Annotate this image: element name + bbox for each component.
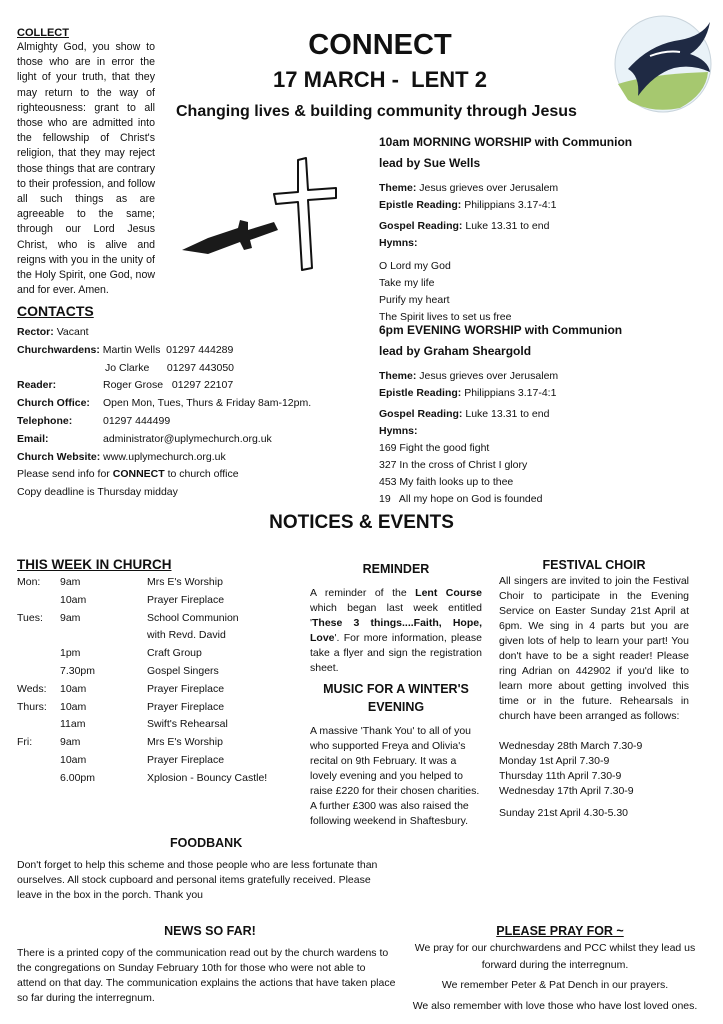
website-label: Church Website: — [17, 450, 101, 463]
email-label: Email: — [17, 432, 49, 445]
notices-heading: NOTICES & EVENTS — [269, 512, 454, 533]
reminder-lent-course: Lent Course — [415, 587, 482, 599]
schedule-row — [17, 681, 297, 699]
schedule-time: 11am — [60, 718, 86, 731]
schedule-row — [17, 645, 297, 663]
schedule-event: Prayer Fireplace — [147, 593, 225, 606]
schedule-event: Gospel Singers — [147, 664, 219, 677]
website-link[interactable]: www.uplymechurch.org.uk — [103, 450, 226, 463]
schedule-day: Tues: — [17, 611, 43, 624]
churchwardens-label: Churchwardens: — [17, 343, 100, 356]
choir-heading: FESTIVAL CHOIR — [542, 558, 646, 572]
rector-value: Vacant — [56, 326, 89, 338]
reminder-heading: REMINDER — [362, 562, 430, 576]
hymn-item: 453 My faith looks up to thee — [379, 476, 514, 488]
schedule-event: Prayer Fireplace — [147, 700, 225, 713]
choir-section — [499, 556, 689, 821]
morning-theme-label: Theme: — [379, 182, 417, 194]
schedule-event: Craft Group — [147, 647, 202, 660]
morning-epistle: Philippians 3.17-4:1 — [464, 199, 557, 211]
news-heading: NEWS SO FAR! — [164, 924, 256, 938]
schedule-row — [17, 716, 297, 734]
schedule-day — [17, 663, 60, 681]
this-week-heading: THIS WEEK IN CHURCH — [17, 557, 172, 572]
telephone-label: Telephone: — [17, 414, 73, 427]
reader-label: Reader: — [17, 379, 57, 392]
schedule-time: 6.00pm — [60, 771, 96, 784]
hymn-item: The Spirit lives to set us free — [379, 311, 512, 323]
reminder-text-1: A reminder of the — [310, 587, 416, 599]
schedule-day: Weds: — [17, 682, 47, 695]
schedule-day — [17, 645, 60, 663]
morning-worship — [379, 132, 709, 326]
cross-illustration — [178, 150, 374, 280]
pray-section — [400, 940, 710, 1014]
schedule-event: School Communion — [147, 611, 239, 624]
schedule-event: Mrs E's Worship — [147, 736, 223, 749]
schedule-event: Prayer Fireplace — [147, 682, 225, 695]
evening-worship — [379, 320, 709, 508]
hymn-item: 327 In the cross of Christ I glory — [379, 459, 528, 471]
hymn-item: O Lord my God — [379, 260, 451, 272]
hymn-item: Purify my heart — [379, 294, 450, 306]
email-link[interactable]: administrator@uplymechurch.org.uk — [103, 432, 272, 445]
churchwarden-1: Martin Wells 01297 444289 — [102, 343, 234, 356]
music-section — [310, 680, 482, 829]
evening-theme: Jesus grieves over Jerusalem — [419, 370, 559, 382]
send-info-post: to church office — [164, 468, 239, 481]
schedule-day — [17, 752, 60, 770]
deadline: Copy deadline is Thursday midday — [17, 486, 178, 499]
schedule-time — [60, 627, 147, 645]
morning-epistle-label: Epistle Reading: — [379, 199, 462, 211]
schedule-day — [17, 716, 60, 734]
evening-heading-2: lead by Graham Sheargold — [379, 344, 532, 358]
hymn-item: 19 All my hope on God is founded — [379, 493, 543, 505]
morning-heading-2: lead by Sue Wells — [379, 156, 481, 170]
music-text: A massive 'Thank You' to all of you who supported Freya and Olivia's recital on 9th February. It was a lovely evening and you helped to raise £220 for their chosen charities. A further £300 was also raised the following weekend in Shaftesbury. — [310, 725, 480, 827]
contacts-heading: CONTACTS — [17, 303, 94, 319]
tagline: Changing lives & building community through Jesus — [176, 103, 577, 120]
choir-text: All singers are invited to join the Festival Choir to participate in the Evening Service on Easter Sunday 21st April at 6pm. We sing in 4 parts but you are given lots of help to learn your part! You don't have to be a sight reader! Please ring Adrian on 442902 if you'd like to learn more about getting involved this time or in the future. Rehearsals in church have been arranged as follows: — [499, 575, 689, 722]
office-value: Open Mon, Tues, Thurs & Friday 8am-12pm. — [103, 397, 312, 410]
collect-section — [17, 26, 155, 298]
schedule-day — [17, 592, 60, 610]
schedule-event: with Revd. David — [147, 629, 226, 642]
schedule-time: 1pm — [60, 647, 81, 660]
morning-heading-1: 10am MORNING WORSHIP with Communion — [379, 135, 633, 149]
evening-theme-label: Theme: — [379, 370, 417, 382]
schedule-time: 9am — [60, 576, 81, 588]
morning-hymns-label: Hymns: — [379, 237, 418, 249]
schedule-row — [17, 699, 297, 717]
foodbank-heading: FOODBANK — [170, 836, 243, 850]
schedule-day — [17, 627, 60, 645]
schedule-event: Prayer Fireplace — [147, 753, 225, 766]
rehearsal-date: Monday 1st April 7.30-9 — [499, 755, 610, 767]
schedule-event: Mrs E's Worship — [147, 576, 223, 588]
contacts-section — [17, 302, 362, 502]
rector-label: Rector: — [17, 326, 54, 338]
schedule-time: 10am — [60, 753, 87, 766]
schedule-row — [17, 574, 297, 592]
schedule-time: 7.30pm — [60, 664, 96, 677]
reminder-text-3: '. For more information, please take a flyer and sign the registration sheet. — [310, 632, 482, 674]
reminder-text-2: which began last week entitled ' — [310, 602, 482, 629]
swallow-logo — [610, 14, 716, 114]
churchwarden-2: Jo Clarke 01297 443050 — [105, 361, 235, 374]
reminder-course-title: These 3 things....Faith, Hope, Love — [310, 617, 482, 644]
morning-gospel: Luke 13.31 to end — [465, 220, 550, 232]
this-week-section — [17, 556, 297, 788]
reminder-section — [310, 560, 482, 676]
schedule-day: Fri: — [17, 736, 33, 749]
evening-gospel-label: Gospel Reading: — [379, 408, 463, 420]
rehearsal-date: Sunday 21st April 4.30-5.30 — [499, 807, 629, 819]
schedule-day: Thurs: — [17, 700, 47, 713]
reader-value: Roger Grose 01297 22107 — [103, 379, 234, 392]
schedule-event: Swift's Rehearsal — [147, 718, 228, 731]
schedule-time: 9am — [60, 736, 81, 749]
rehearsal-date: Thursday 11th April 7.30-9 — [499, 770, 622, 782]
schedule-row — [17, 610, 297, 628]
schedule-row — [17, 770, 297, 788]
schedule-time: 10am — [60, 700, 87, 713]
collect-heading: COLLECT — [17, 27, 69, 39]
schedule-day — [17, 770, 60, 788]
pray-line-3: We also remember with love those who have lost loved ones. — [412, 999, 698, 1012]
schedule-row — [17, 627, 297, 645]
pray-line-1: We pray for our churchwardens and PCC whilst they lead us forward during the interregnum. — [414, 942, 696, 971]
news-text: There is a printed copy of the communication read out by the church wardens to the congregations on Sunday February 10th for those who were not able to attend on that day. The communication explains the actions that have taken place so far during the interregnum. — [17, 947, 396, 1004]
telephone-value: 01297 444499 — [103, 414, 171, 427]
collect-text: Almighty God, you show to those who are in error the light of your truth, that they may return to the way of righteousness: grant to all those who are admitted into the fellowship of Christ's religion, that they may reject those things that are contrary to their profession, and follow all such things as are agreeable to the same; through our Lord Jesus Christ, who is alive and reigns with you in the unity of the Holy Spirit, one God, now and for ever. Amen. — [17, 41, 155, 297]
page-subtitle: 17 MARCH - LENT 2 — [273, 67, 487, 92]
send-info-pre: Please send info for — [17, 468, 113, 481]
office-label: Church Office: — [17, 397, 90, 410]
pray-line-2: We remember Peter & Pat Dench in our prayers. — [441, 979, 669, 991]
send-info-bold: CONNECT — [112, 468, 165, 481]
pray-heading: PLEASE PRAY FOR ~ — [496, 924, 624, 938]
rehearsal-date: Wednesday 17th April 7.30-9 — [499, 785, 634, 797]
evening-gospel: Luke 13.31 to end — [465, 408, 550, 420]
evening-epistle: Philippians 3.17-4:1 — [464, 387, 557, 399]
schedule-row — [17, 752, 297, 770]
schedule-day: Mon: — [17, 576, 41, 588]
schedule-row — [17, 734, 297, 752]
evening-heading-1: 6pm EVENING WORSHIP with Communion — [379, 323, 623, 337]
schedule-time: 9am — [60, 611, 81, 624]
evening-epistle-label: Epistle Reading: — [379, 387, 462, 399]
rehearsal-date: Wednesday 28th March 7.30-9 — [499, 740, 643, 752]
schedule-time: 10am — [60, 682, 87, 695]
hymn-item: 169 Fight the good fight — [379, 442, 490, 454]
schedule-row — [17, 663, 297, 681]
music-heading: MUSIC FOR A WINTER'S EVENING — [323, 682, 469, 714]
evening-hymns-label: Hymns: — [379, 425, 418, 437]
hymn-item: Take my life — [379, 277, 435, 289]
morning-gospel-label: Gospel Reading: — [379, 220, 463, 232]
page-title: CONNECT — [308, 29, 452, 61]
foodbank-text: Don't forget to help this scheme and those people who are less fortunate than ourselves. All stock cupboard and personal items gratefully received. Please leave in the box in the porch. Thank you — [17, 859, 378, 901]
schedule-event: Xplosion - Bouncy Castle! — [147, 771, 268, 784]
schedule-time: 10am — [60, 593, 87, 606]
morning-theme: Jesus grieves over Jerusalem — [419, 182, 559, 194]
schedule-row — [17, 592, 297, 610]
